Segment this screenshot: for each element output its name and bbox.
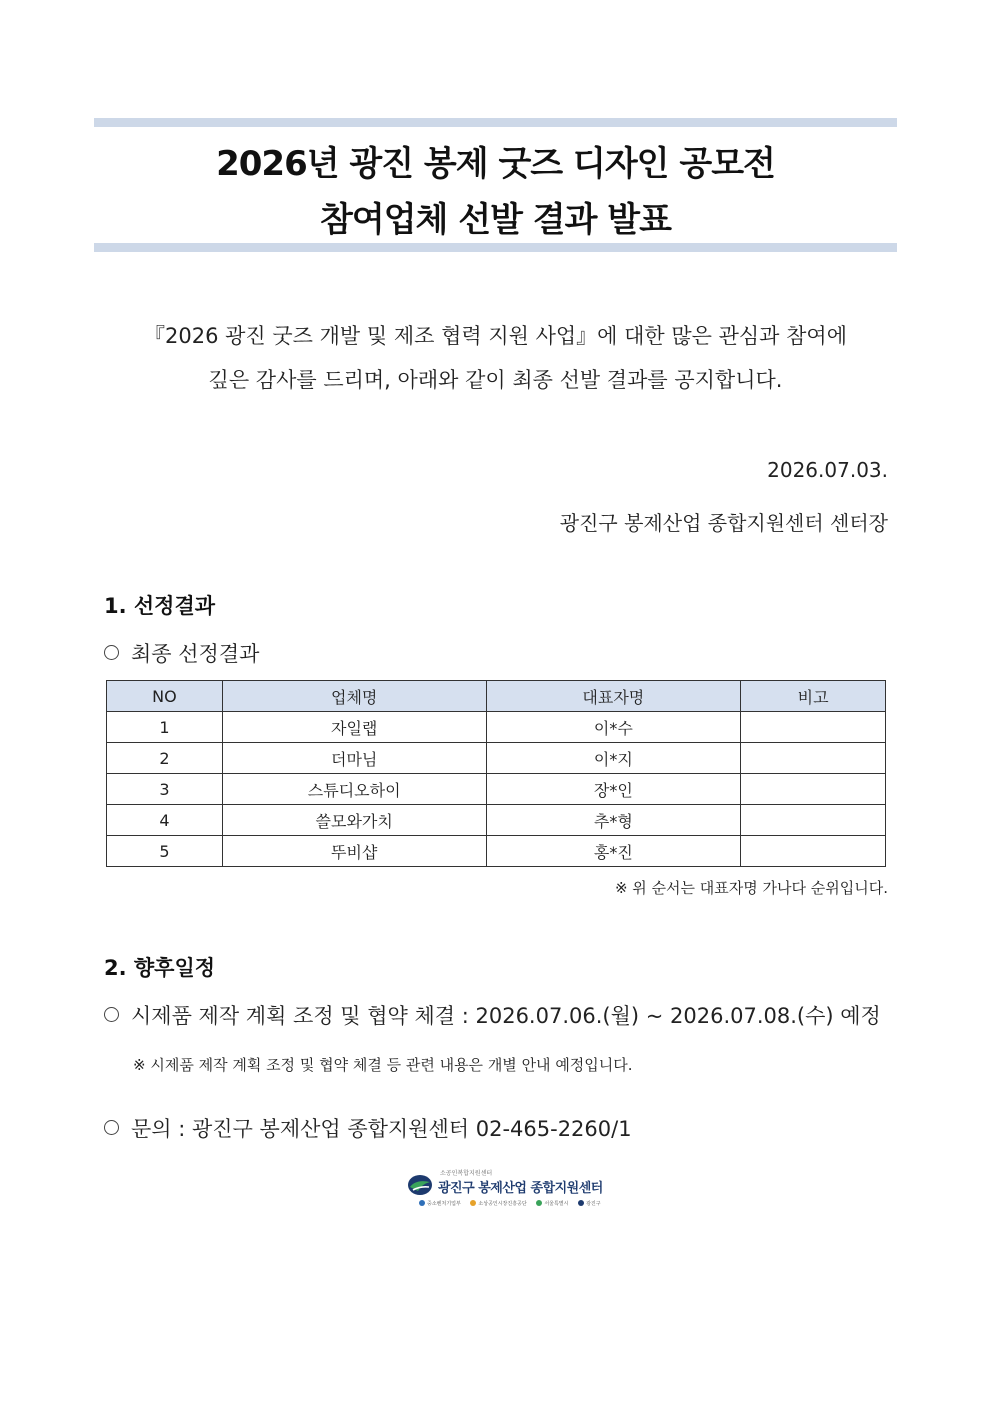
title-bar-bottom xyxy=(94,243,897,252)
cell-remarks xyxy=(741,743,886,774)
cell-no: 5 xyxy=(107,836,223,867)
cell-no: 3 xyxy=(107,774,223,805)
circle-bullet-icon xyxy=(104,645,119,660)
result-table xyxy=(106,680,886,867)
cell-remarks xyxy=(741,774,886,805)
section1-bullet-text: 최종 선정결과 xyxy=(131,642,260,666)
contact-text: 문의 : 광진구 봉제산업 종합지원센터 02-465-2260/1 xyxy=(131,1117,632,1141)
page-title-line2: 참여업체 선발 결과 발표 xyxy=(320,200,671,240)
schedule-text: 시제품 제작 계획 조정 및 협약 체결 : 2026.07.06.(월) ~ 2026.07.08.(수) 예정 xyxy=(131,1004,881,1028)
table-row xyxy=(107,805,886,836)
header-remarks: 비고 xyxy=(741,681,886,712)
circle-bullet-icon xyxy=(104,1007,119,1022)
notice-issuer: 광진구 봉제산업 종합지원센터 센터장 xyxy=(559,511,888,535)
notice-date: 2026.07.03. xyxy=(767,458,888,482)
section1-bullet xyxy=(104,638,259,668)
intro-line1: 『2026 광진 굿즈 개발 및 제조 협력 지원 사업』에 대한 많은 관심과 참여에 xyxy=(144,324,847,348)
cell-representative: 추*형 xyxy=(486,805,741,836)
section2-contact xyxy=(104,1113,632,1143)
table-row xyxy=(107,774,886,805)
cell-remarks xyxy=(741,836,886,867)
table-row xyxy=(107,836,886,867)
intro-line2: 깊은 감사를 드리며, 아래와 같이 최종 선발 결과를 공지합니다. xyxy=(208,368,783,392)
logo-small-caption: 소공인복합지원센터 xyxy=(440,1170,493,1177)
center-logo xyxy=(405,1168,603,1214)
cell-remarks xyxy=(741,805,886,836)
section1-heading: 1. 선정결과 xyxy=(104,594,216,618)
cell-company: 쓸모와가치 xyxy=(222,805,486,836)
table-row xyxy=(107,743,886,774)
cell-no: 4 xyxy=(107,805,223,836)
logo-partners xyxy=(419,1200,609,1207)
cell-remarks xyxy=(741,712,886,743)
partner-4: 광진구 xyxy=(578,1201,601,1207)
table-footnote: ※ 위 순서는 대표자명 가나다 순위입니다. xyxy=(614,879,888,897)
cell-no: 1 xyxy=(107,712,223,743)
schedule-note: ※ 시제품 제작 계획 조정 및 협약 체결 등 관련 내용은 개별 안내 예정입니다. xyxy=(133,1056,633,1074)
cell-representative: 장*인 xyxy=(486,774,741,805)
section2-heading: 2. 향후일정 xyxy=(104,956,216,980)
cell-representative: 이*지 xyxy=(486,743,741,774)
circle-bullet-icon xyxy=(104,1120,119,1135)
cell-company: 뚜비샵 xyxy=(222,836,486,867)
logo-main-text: 광진구 봉제산업 종합지원센터 xyxy=(438,1181,603,1196)
partner-1: 중소벤처기업부 xyxy=(419,1201,461,1207)
header-company: 업체명 xyxy=(222,681,486,712)
partner-3: 서울특별시 xyxy=(536,1201,568,1207)
header-no: NO xyxy=(107,681,223,712)
cell-representative: 이*수 xyxy=(486,712,741,743)
header-representative: 대표자명 xyxy=(486,681,741,712)
cell-company: 스튜디오하이 xyxy=(222,774,486,805)
cell-no: 2 xyxy=(107,743,223,774)
logo-mark-icon xyxy=(407,1174,433,1196)
cell-company: 자일랩 xyxy=(222,712,486,743)
cell-company: 더마님 xyxy=(222,743,486,774)
page-title-line1: 2026년 광진 봉제 굿즈 디자인 공모전 xyxy=(216,144,775,184)
section2-schedule xyxy=(104,1000,881,1030)
table-row xyxy=(107,712,886,743)
title-bar-top xyxy=(94,118,897,127)
cell-representative: 홍*진 xyxy=(486,836,741,867)
partner-2: 소상공인시장진흥공단 xyxy=(470,1201,526,1207)
table-header-row xyxy=(107,681,886,712)
